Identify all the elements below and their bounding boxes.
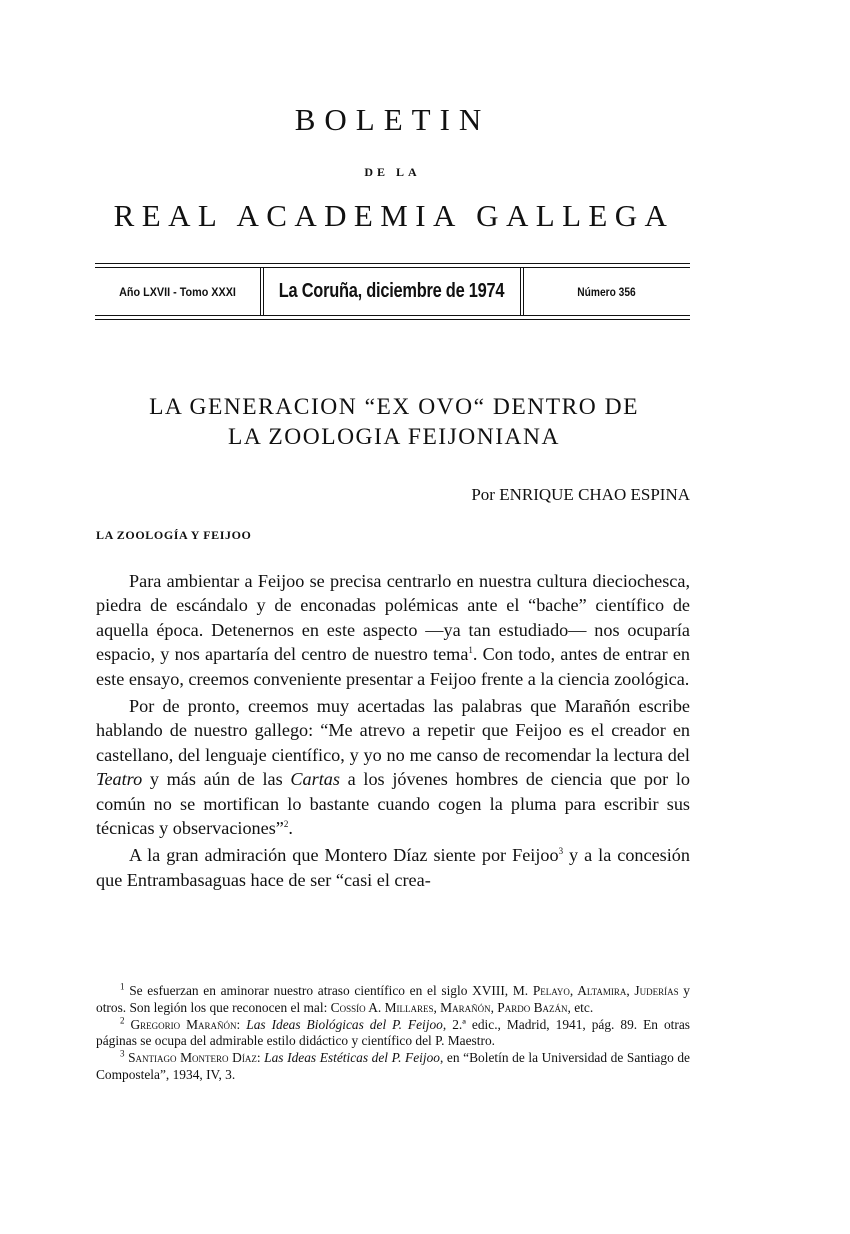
body-paragraph: Por de pronto, creemos muy acertadas las palabras que Marañón escribe hablando de nuestro gallego: “Me atrevo a repetir que Feijoo es el creador en castellano, del lenguaje científico, y yo no me canso de recomendar la lectura del Teatro y más aún de las Cartas a los jóvenes hombres de ciencia que por lo común no se mortifican lo bastante cuando cogen la pluma para escribir sus técnicas y observaciones”$^2$. — [96, 696, 690, 839]
article-title — [96, 392, 692, 452]
footnote-ref: 2 — [283, 819, 289, 829]
masthead-bar — [95, 263, 690, 320]
footnote-1: $^1$ Se esfuerzan en aminorar nuestro atraso científico en el siglo XVIII, M. Pelayo, Altamira, Juderías y otros. Son legión los que reconocen el mal: Cossío A. Millares, Marañón, Pardo Bazán, etc. — [96, 981, 690, 1015]
footnote-ref: 1 — [468, 645, 473, 656]
masthead-place-date: La Coruña, diciembre de 1974 — [278, 280, 505, 302]
masthead-year-volume: Año LXVII - Tomo XXXI — [119, 284, 236, 299]
footnote-3: $^3$ Santiago Montero Díaz: Las Ideas Estéticas del P. Feijoo, en “Boletín de la Universidad de Santiago de Compostela”, 1934, IV, 3. — [96, 1048, 691, 1082]
section-heading: LA ZOOLOGÍA Y FEIJOO — [96, 528, 252, 542]
journal-subtitle-de-la: DE LA — [364, 165, 421, 179]
body-paragraph: A la gran admiración que Montero Díaz siente por Feijoo$^3$ y a la concesión que Entrambasaguas hace de ser “casi el crea- — [96, 845, 690, 890]
article-title-line-1: LA GENERACION “EX OVO“ DENTRO DE — [149, 394, 639, 420]
journal-academy-name: REAL ACADEMIA GALLEGA — [113, 198, 675, 233]
author-name: ENRIQUE CHAO ESPINA — [499, 485, 690, 504]
author-prefix: Por — [471, 485, 495, 504]
masthead-issue-number: Número 356 — [577, 284, 636, 299]
masthead-divider — [520, 267, 524, 316]
footnotes — [96, 983, 690, 1084]
masthead-divider — [260, 267, 264, 316]
article-title-line-2: LA ZOOLOGIA FEIJONIANA — [228, 424, 560, 450]
footnote-ref: 3 — [558, 846, 564, 857]
article-body — [96, 569, 690, 895]
body-paragraph: Para ambientar a Feijoo se precisa centrarlo en nuestra cultura dieciochesca, piedra de escándalo y de enconadas polémicas ante el “bache” científico de aquella época. Detenernos en este aspecto —ya tan estudiado— nos ocuparía espacio, y nos apartaría del centro de nuestro tema$^1$. Con todo, antes de entrar en este ensayo, creemos conveniente presentar a Feijoo frente a la ciencia zoológica. — [96, 571, 690, 689]
footnote-2: $^2$ Gregorio Marañón: Las Ideas Biológicas del P. Feijoo, 2.ª edic., Madrid, 1941, pág. 89. En otras páginas se ocupa del admirable estilo didáctico y científico del P. Maestro. — [96, 1015, 690, 1049]
article-author — [471, 485, 690, 505]
journal-title: BOLETIN — [294, 102, 491, 137]
